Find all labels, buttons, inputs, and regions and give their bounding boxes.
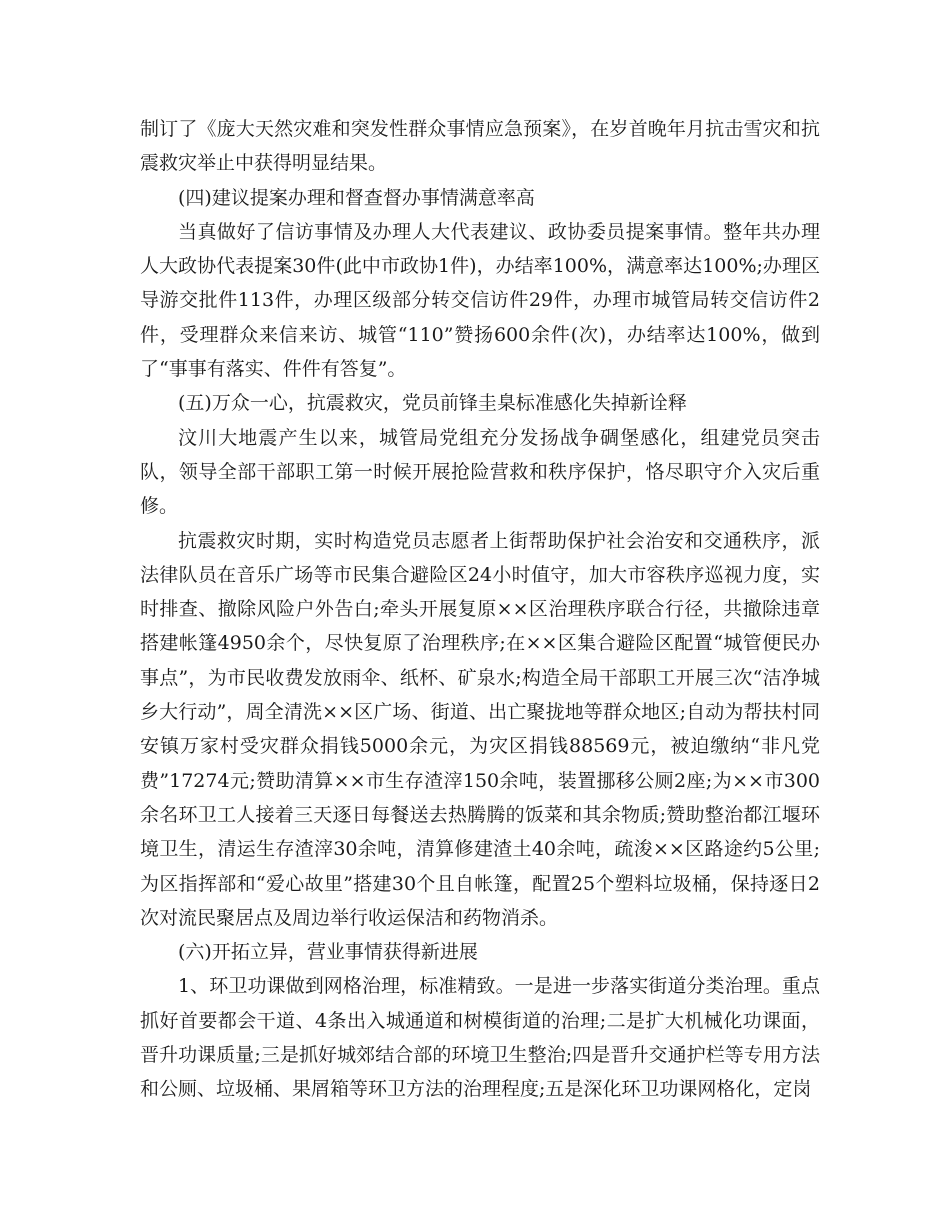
paragraph-1: 制订了《庞大天然灾难和突发性群众事情应急预案》，在岁首晚年月抗击雪灾和抗震救灾举止中获得明显结果。 <box>140 118 820 175</box>
paragraph-4: 抗震救灾时期，实时构造党员志愿者上街帮助保护社会治安和交通秩序，派法律队员在音乐广场等市民集合避险区24小时值守，加大市容秩序巡视力度，实时排查、撤除风险户外告白;牵头开展复原××区治理秩序联合行径，共撤除违章搭建帐篷4950余个，尽快复原了治理秩序;在××区集合避险区配置“城管便民办事点”，为市民收费发放雨伞、纸杯、矿泉水;构造全局干部职工开展三次“洁净城乡大行动”，周全清洗××区广场、街道、出亡聚拢地等群众地区;自动为帮扶村同安镇万家村受灾群众捐钱5000余元，为灾区捐钱88569元，被迫缴纳“非凡党费”17274元;赞助清算××市生存渣滓150余吨，装置挪移公厕2座;为××市300余名环卫工人接着三天逐日每餐送去热腾腾的饭菜和其余物质;赞助整治都江堰环境卫生，清运生存渣滓30余吨，清算修建渣土40余吨，疏浚××区路途约5公里;为区指挥部和“爱心故里”搭建30个且自帐篷，配置25个塑料垃圾桶，保持逐日2次对流民聚居点及周边举行收运保洁和药物消杀。 <box>140 529 820 929</box>
section-heading-4: (四)建议提案办理和督查督办事情满意率高 <box>178 186 535 209</box>
paragraph-2: 当真做好了信访事情及办理人大代表建议、政协委员提案事情。整年共办理人大政协代表提案30件(此中市政协1件)，办结率100%，满意率达100%;办理区导游交批件113件，办理区级部分转交信访件29件，办理市城管局转交信访件2件，受理群众来信来访、城管“110”赞扬600余件(次)，办结率达100%，做到了“事事有落实、件件有答复”。 <box>140 220 820 381</box>
document-page <box>140 112 820 1107</box>
paragraph-3: 汶川大地震产生以来，城管局党组充分发扬战争碉堡感化，组建党员突击队，领导全部干部职工第一时候开展抢险营救和秩序保护，恪尽职守介入灾后重修。 <box>140 426 820 518</box>
section-heading-6: (六)开拓立异，营业事情获得新进展 <box>178 941 478 964</box>
section-heading-5: (五)万众一心，抗震救灾，党员前锋圭臬标准感化失掉新诠释 <box>178 392 687 415</box>
paragraph-5: 1、环卫功课做到网格治理，标准精致。一是进一步落实街道分类治理。重点抓好首要都会干道、4条出入城通道和树模街道的治理;二是扩大机械化功课面，晋升功课质量;三是抓好城郊结合部的环境卫生整治;四是晋升交通护栏等专用方法和公厕、垃圾桶、果屑箱等环卫方法的治理程度;五是深化环卫功课网格化，定岗 <box>140 975 820 1101</box>
